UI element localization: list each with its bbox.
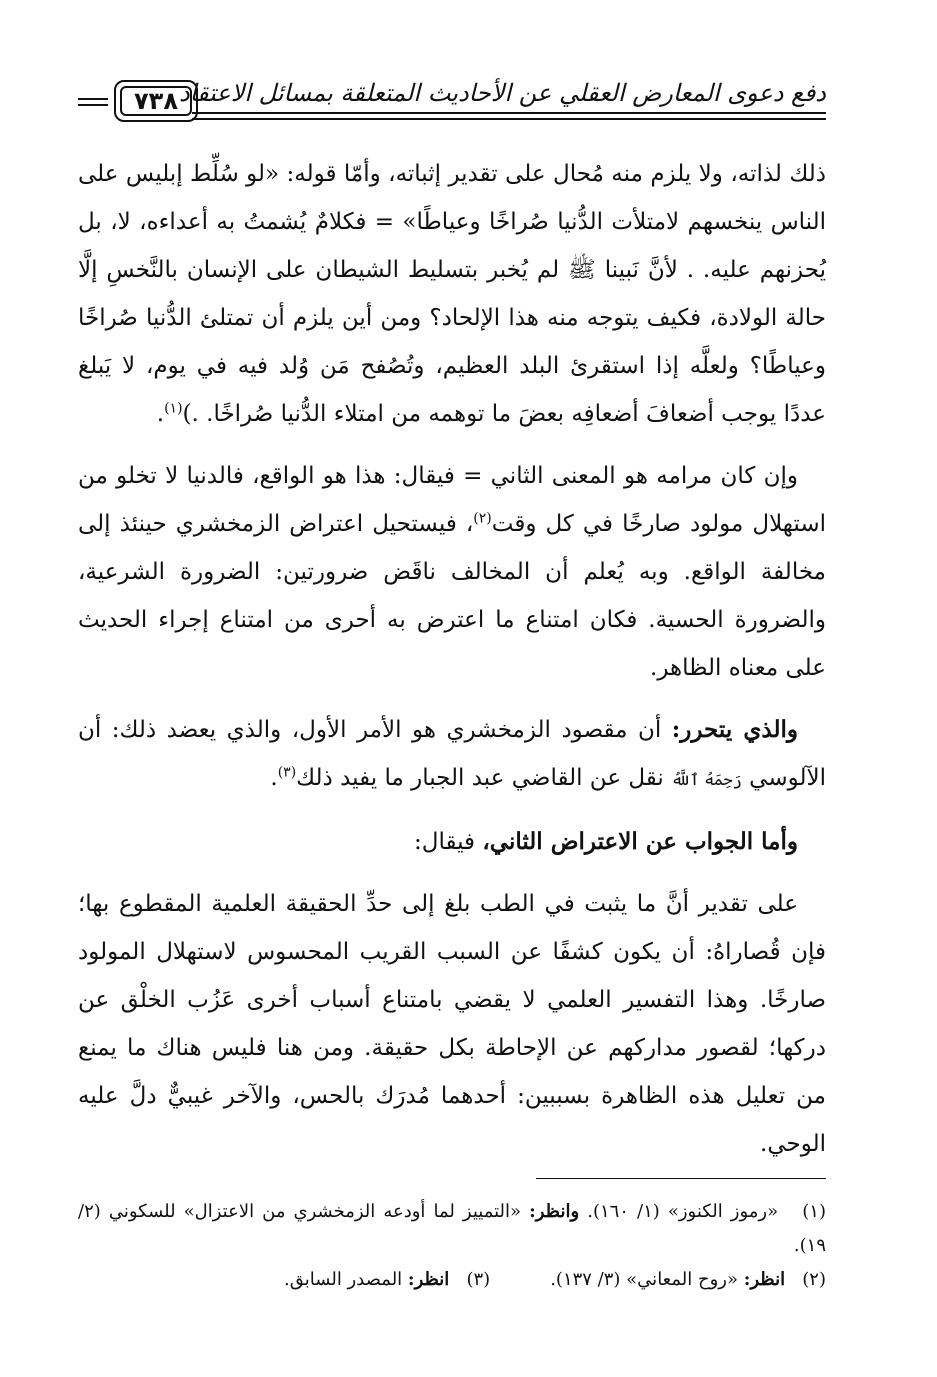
page-number-frame — [114, 80, 198, 122]
paragraph-5 — [78, 880, 826, 1168]
footnote-1-text-a: «رموز الكنوز» (١/ ١٦٠). — [587, 1201, 779, 1222]
footnote-ref-1[interactable]: (١) — [164, 400, 183, 417]
footnote-2 — [550, 1263, 826, 1297]
footnote-1 — [78, 1195, 826, 1263]
footnote-1-see: وانظر: — [529, 1201, 580, 1222]
side-rule-top — [78, 98, 108, 100]
footnote-row-2-3 — [78, 1263, 826, 1297]
footnote-1-text-b: «التمييز لما أودعه الزمخشري من الاعتزال» للسكوني (٢/ ١٩). — [78, 1201, 826, 1256]
header-rules — [192, 112, 826, 124]
footnote-3-see: انظر: — [407, 1269, 450, 1290]
paragraph-2 — [78, 452, 826, 692]
paragraph-4-text: فيقال: — [413, 829, 483, 855]
section-heading: وأما الجواب عن الاعتراض الثاني، — [482, 828, 798, 855]
running-title: دفع دعوى المعارض العقلي عن الأحاديث المتعلقة بمسائل الاعتقاد — [178, 79, 826, 107]
footnotes — [78, 1195, 826, 1297]
header-rule-bottom — [192, 118, 826, 120]
footnote-2-number: (٢) — [802, 1269, 826, 1290]
paragraph-4 — [78, 818, 826, 866]
paragraph-2-text-a: وإن كان مرامه هو المعنى الثاني = فيقال: هذا هو الواقع، فالدنيا لا تخلو من استهلال مولود صارخًا في كل وقت — [78, 463, 826, 537]
paragraph-1: ذلك لذاته، ولا يلزم منه مُحال على تقدير إثباته، وأمّا قوله: «لو سُلِّط إبليس على الناس ينخسهم لامتلأت الدُّنيا صُراخًا وعياطًا» = فكلامٌ يُشمتُ به أعداءه، لا، بل يُحزنهم عليه. . لأنَّ نَبينا ﷺ لم يُخبر بتسليط الشيطان على الإنسان بالنَّخسِ إلَّا حالة الولادة، فكيف يتوجه منه هذا الإلحاد؟ ومن أين يلزم أن تمتلئ الدُّنيا صُراخًا وعياطًا؟ ولعلَّه إذا استقرئ البلد العظيم، وتُصُفح مَن وُلد فيه في يوم، لا يَبلغ عددًا يوجب أضعافَ أضعافِه بعضَ ما توهمه من امتلاء الدُّنيا صُراخًا. .)$^{(١)}$. — [78, 161, 826, 427]
footnote-2-text: «روح المعاني» (٣/ ١٣٧). — [550, 1269, 738, 1290]
footnote-ref-2[interactable]: (٢) — [473, 510, 492, 527]
header-rule-top — [192, 112, 826, 114]
paragraph-3-text-b: نقل عن القاضي عبد الجبار ما يفيد ذلك — [296, 765, 672, 791]
main-text — [78, 150, 826, 1168]
side-rule-bottom — [78, 104, 108, 106]
paragraph-3: والذي يتحرر: أن مقصود الزمخشري هو الأمر الأول، والذي يعضد ذلك: أن الآلوسي رَحِمَهُ ٱللَّهُ نقل عن القاضي عبد الجبار ما يفيد ذلك$^{(٣)}$. — [78, 716, 826, 791]
paragraph-1-text: ذلك لذاته، ولا يلزم منه مُحال على تقدير إثباته، وأمّا قوله: «لو سُلِّط إبليس على الناس ينخسهم لامتلأت الدُّنيا صُراخًا وعياطًا» = فكلامٌ يُشمتُ به أعداءه، لا، بل يُحزنهم عليه. . لأنَّ نَبينا ﷺ لم يُخبر بتسليط الشيطان على الإنسان بالنَّخسِ إلَّا حالة الولادة، فكيف يتوجه منه هذا الإلحاد؟ ومن أين يلزم أن تمتلئ الدُّنيا صُراخًا وعياطًا؟ ولعلَّه إذا استقرئ البلد العظيم، وتُصُفح مَن وُلد فيه في يوم، لا يَبلغ عددًا يوجب أضعافَ أضعافِه بعضَ ما توهمه من امتلاء الدُّنيا صُراخًا. .) — [78, 161, 826, 427]
footnote-3 — [284, 1263, 490, 1297]
page-header — [78, 70, 826, 128]
footnote-3-text: المصدر السابق. — [284, 1269, 403, 1290]
footnote-separator — [536, 1178, 826, 1179]
footnote-1-number: (١) — [802, 1201, 826, 1222]
paragraph-5-text: على تقدير أنَّ ما يثبت في الطب بلغ إلى حدِّ الحقيقة العلمية المقطوع بها؛ فإن قُصاراهُ: أن يكون كشفًا عن السبب القريب المحسوس لاستهلال المولود صارخًا. وهذا التفسير العلمي لا يقضي بامتناع أسباب أخرى عَزُب الخلْق عن دركها؛ لقصور مداركهم عن الإحاطة بكل حقيقة. ومن هنا فليس هناك ما يمنع من تعليل هذه الظاهرة بسببين: أحدهما مُدرَك بالحس، والآخر غيبيٌّ دلَّ عليه الوحي. — [78, 891, 826, 1157]
paragraph-2-text-b: ، فيستحيل اعتراض الزمخشري حينئذ إلى مخالفة الواقع. وبه يُعلم أن المخالف ناقَض ضرورتين: الضرورة الشرعية، والضرورة الحسية. فكان امتناع ما اعترض به أحرى من امتناع إجراء الحديث على معناه الظاهر. — [78, 511, 826, 681]
footnote-ref-3[interactable]: (٣) — [277, 764, 297, 781]
paragraph-3-lead: والذي يتحرر: — [671, 716, 798, 743]
footnote-3-number: (٣) — [466, 1269, 491, 1290]
honorific-glyph: رَحِمَهُ ٱللَّهُ — [671, 770, 742, 789]
footnote-2-see: انظر: — [743, 1269, 786, 1290]
paragraph-3-text-a: أن مقصود الزمخشري هو الأمر الأول، والذي يعضد ذلك: أن الآلوسي — [78, 717, 826, 791]
page-number: ٧٣٨ — [120, 86, 192, 116]
